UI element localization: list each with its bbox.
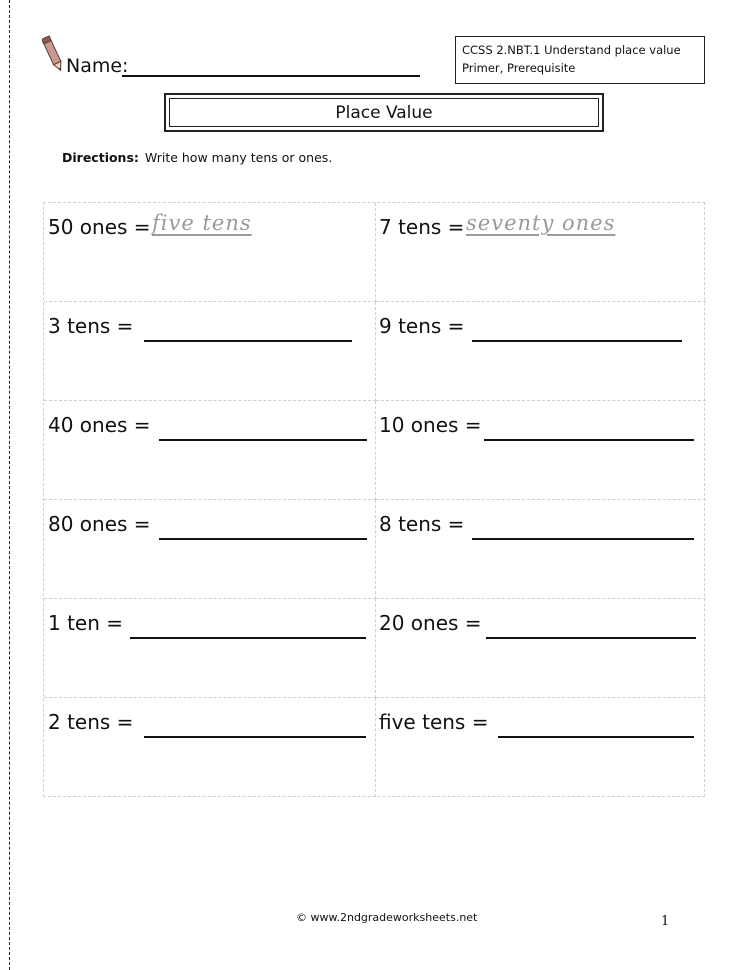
answer-line[interactable]: [159, 439, 367, 441]
directions-label: Directions:: [62, 150, 139, 165]
exercise-prompt: 9 tens =: [379, 314, 465, 338]
answer-line[interactable]: [486, 637, 696, 639]
exercise-prompt: five tens =: [379, 710, 489, 734]
exercise-prompt: 8 tens =: [379, 512, 465, 536]
exercise-cell: [376, 599, 706, 698]
exercise-cell: [44, 500, 376, 599]
page-number: 1: [661, 914, 670, 929]
exercise-prompt: 3 tens =: [48, 314, 134, 338]
answer-line[interactable]: [144, 340, 352, 342]
exercise-cell: [44, 302, 376, 401]
exercise-prompt: 20 ones =: [379, 611, 482, 635]
answer-line[interactable]: [484, 439, 694, 441]
standards-line-1: CCSS 2.NBT.1 Understand place value: [462, 43, 681, 57]
name-label: Name:: [66, 55, 129, 77]
example-answer: five tens: [152, 211, 252, 235]
margin-rule: [9, 0, 10, 970]
exercise-cell: [376, 203, 706, 302]
exercise-cell: [44, 203, 376, 302]
answer-line[interactable]: [159, 538, 367, 540]
standards-line-2: Primer, Prerequisite: [462, 61, 576, 75]
example-answer: seventy ones: [466, 211, 616, 235]
footer-site: © www.2ndgradeworksheets.net: [296, 911, 478, 924]
exercise-cell: [44, 401, 376, 500]
exercise-prompt: 1 ten =: [48, 611, 124, 635]
exercise-cell: [44, 698, 376, 797]
exercise-cell: [376, 500, 706, 599]
exercise-cell: [376, 302, 706, 401]
name-write-line[interactable]: [122, 75, 420, 77]
pencil-icon: [42, 34, 64, 74]
exercise-cell: [376, 401, 706, 500]
exercise-prompt: 50 ones =: [48, 215, 151, 239]
exercise-prompt: 10 ones =: [379, 413, 482, 437]
exercise-prompt: 40 ones =: [48, 413, 151, 437]
answer-line[interactable]: [472, 538, 694, 540]
exercise-cell: [376, 698, 706, 797]
directions-text: Write how many tens or ones.: [144, 150, 333, 165]
page-title: Place Value: [169, 98, 599, 127]
directions: [62, 150, 332, 165]
exercise-prompt: 2 tens =: [48, 710, 134, 734]
exercise-prompt: 80 ones =: [48, 512, 151, 536]
answer-line[interactable]: [144, 736, 366, 738]
standards-box: [455, 36, 705, 84]
answer-line[interactable]: [498, 736, 694, 738]
exercise-prompt: 7 tens =: [379, 215, 465, 239]
title-box: [164, 93, 604, 132]
exercise-cell: [44, 599, 376, 698]
exercise-grid: [43, 202, 705, 797]
answer-line[interactable]: [130, 637, 366, 639]
answer-line[interactable]: [472, 340, 682, 342]
